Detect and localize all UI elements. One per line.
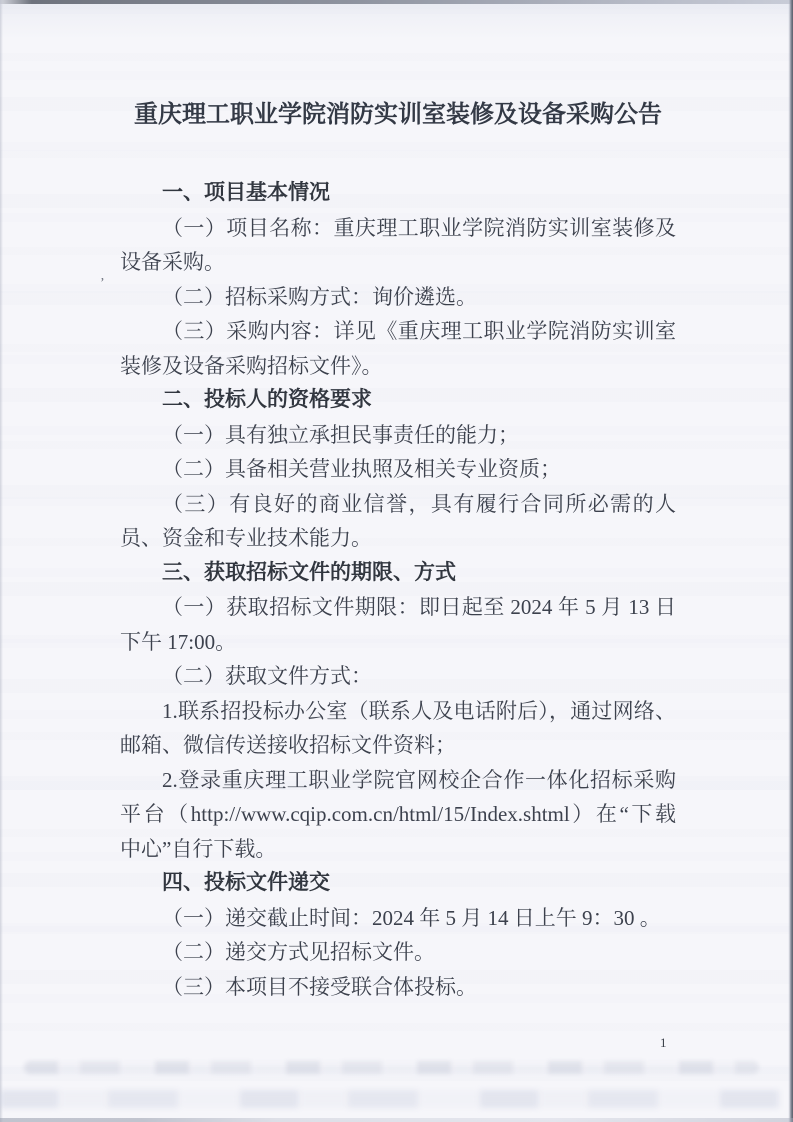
scan-edge-top (0, 0, 793, 4)
para-qualification-2: （二）具备相关营业执照及相关专业资质； (162, 457, 561, 481)
scan-edge-bottom (0, 1118, 793, 1122)
para-submission-deadline: （一）递交截止时间：2024 年 5 月 14 日上午 9：30 。 (162, 905, 661, 930)
section-heading-project-info: 一、项目基本情况 (162, 181, 330, 204)
section-heading-bidder-qualifications: 二、投标人的资格要求 (162, 388, 372, 411)
para-procurement-method: （二）招标采购方式：询价遴选。 (162, 284, 477, 309)
section-heading-bid-submission: 四、投标文件递交 (162, 871, 330, 894)
para-procurement-content: （三）采购内容：详见《重庆理工职业学院消防实训室装修及设备采购招标文件》。 (120, 319, 676, 378)
para-obtain-deadline: （一）获取招标文件期限：即日起至 2024 年 5 月 13 日下午 17:00。 (120, 595, 676, 654)
page-title: 重庆理工职业学院消防实训室装修及设备采购公告 (134, 101, 662, 128)
para-qualification-3: （三）有良好的商业信誉，具有履行合同所必需的人员、资金和专业技术能力。 (120, 491, 676, 550)
para-project-name: （一）项目名称：重庆理工职业学院消防实训室装修及设备采购。 (120, 215, 676, 274)
page-number: 1 (660, 1035, 667, 1050)
para-obtain-method: （二）获取文件方式： (162, 664, 372, 688)
para-obtain-method-website: 2.登录重庆理工职业学院官网校企合作一体化招标采购平台（http://www.cqip.com.cn/html/15/Index.shtml）在“下载中心”自行下载。 (120, 767, 676, 861)
para-no-consortium: （三）本项目不接受联合体投标。 (162, 974, 477, 999)
scan-edge-left (0, 0, 3, 1122)
scan-stray-mark: ’ (100, 276, 105, 291)
scan-edge-right (788, 0, 793, 1122)
document-body (120, 98, 676, 1004)
para-qualification-1: （一）具有独立承担民事责任的能力； (162, 422, 519, 447)
para-obtain-method-contact: 1.联系招投标办公室（联系人及电话附后），通过网络、邮箱、微信传送接收招标文件资料； (120, 698, 676, 757)
section-heading-obtain-documents: 三、获取招标文件的期限、方式 (162, 560, 456, 584)
para-submission-method: （二）递交方式见招标文件。 (162, 940, 435, 964)
scan-smudge-band-2 (0, 1090, 781, 1108)
scan-smudge-band-1 (24, 1061, 759, 1074)
